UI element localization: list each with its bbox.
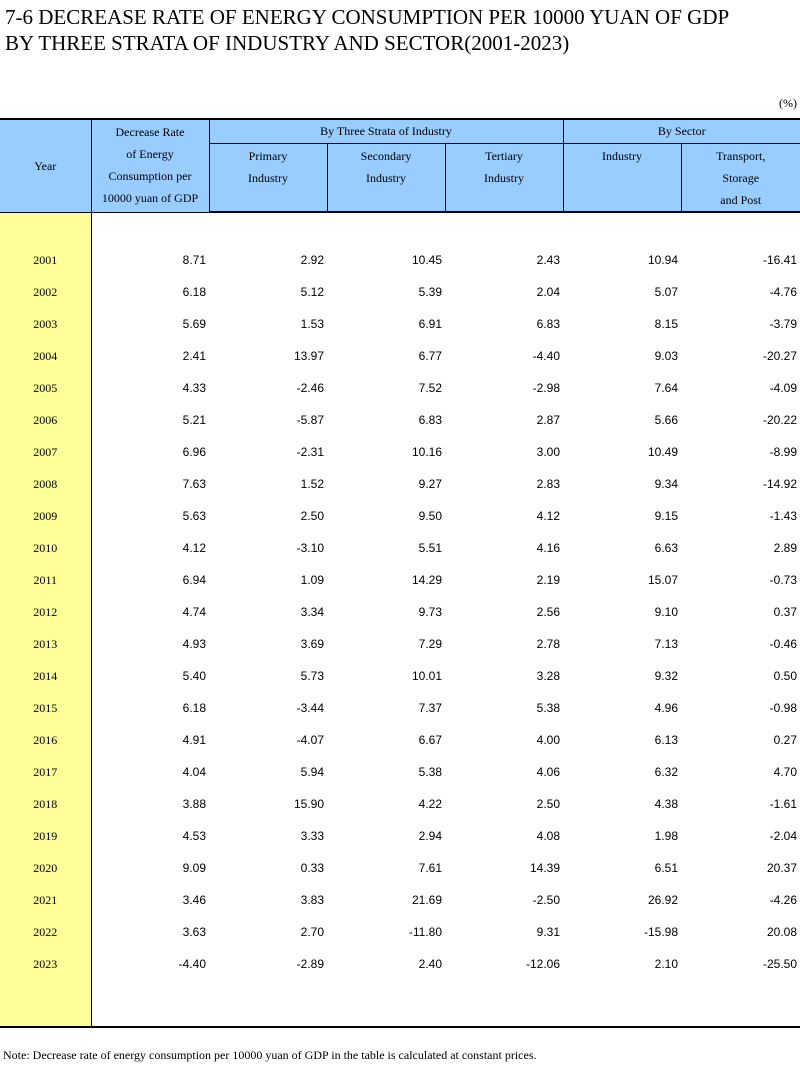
header-text: Transport, [716,149,766,163]
primary-cell: 3.83 [300,893,324,907]
header-text: Industry [484,171,524,185]
empty-cell [445,212,563,244]
table-row [0,436,800,468]
transport-cell: -16.41 [762,253,798,267]
rate-cell: 9.09 [182,861,206,875]
year-cell: 2005 [0,372,91,404]
table-row [0,308,800,340]
tertiary-cell: 5.38 [536,701,560,715]
secondary-cell: 5.39 [418,285,442,299]
empty-cell [91,980,209,1027]
primary-cell: -2.31 [296,445,324,459]
rate-cell: 4.91 [182,733,206,747]
primary-cell: -3.10 [296,541,324,555]
transport-cell: 20.08 [766,925,798,939]
header-text: Primary [248,149,288,163]
primary-cell: 5.94 [300,765,324,779]
empty-cell [445,980,563,1027]
primary-cell: 2.70 [300,925,324,939]
industry-cell: 9.03 [654,349,678,363]
year-cell [0,980,91,1027]
rate-cell: 6.96 [182,445,206,459]
primary-cell: 3.33 [300,829,324,843]
tertiary-cell: 3.28 [536,669,560,683]
rate-cell: 6.18 [182,701,206,715]
rate-cell: 5.69 [182,317,206,331]
header-text: Storage [722,171,760,185]
transport-sector-header [681,144,800,213]
secondary-cell: 10.16 [411,445,442,459]
tertiary-cell: 2.83 [536,477,560,491]
secondary-cell: 6.91 [418,317,442,331]
rate-cell: -4.40 [178,957,206,971]
primary-cell: 0.33 [300,861,324,875]
primary-cell: 2.50 [300,509,324,523]
transport-cell: -2.04 [769,829,798,843]
year-cell: 2020 [0,852,91,884]
empty-cell [327,212,445,244]
industry-cell: 15.07 [647,573,678,587]
tertiary-cell: 9.31 [536,925,560,939]
header-text: Consumption per [108,169,192,183]
industry-cell: 8.15 [654,317,678,331]
header-text: and Post [720,193,762,207]
transport-cell: -1.43 [769,509,798,523]
primary-cell: 5.12 [300,285,324,299]
table-row [0,244,800,276]
year-cell: 2018 [0,788,91,820]
primary-cell: 2.92 [300,253,324,267]
primary-cell: -5.87 [296,413,324,427]
table-row [0,468,800,500]
tertiary-cell: 6.83 [536,317,560,331]
year-cell: 2012 [0,596,91,628]
tertiary-cell: -4.40 [532,349,560,363]
tertiary-cell: 2.87 [536,413,560,427]
empty-cell [681,212,800,244]
secondary-industry-header [327,144,445,213]
empty-cell [209,980,327,1027]
transport-cell: -4.26 [769,893,798,907]
year-cell: 2004 [0,340,91,372]
rate-cell: 7.63 [182,477,206,491]
transport-cell: -4.76 [769,285,798,299]
secondary-cell: 7.29 [418,637,442,651]
industry-cell: 6.63 [654,541,678,555]
empty-cell [327,980,445,1027]
tertiary-cell: -12.06 [525,957,560,971]
secondary-cell: 6.67 [418,733,442,747]
industry-cell: 5.66 [654,413,678,427]
industry-cell: 9.10 [654,605,678,619]
rate-cell: 8.71 [182,253,206,267]
transport-cell: -3.79 [769,317,798,331]
title-line-2: BY THREE STRATA OF INDUSTRY AND SECTOR(2001-2023) [5,31,570,55]
year-cell: 2003 [0,308,91,340]
empty-cell [563,980,681,1027]
table-row [0,404,800,436]
primary-cell: 1.09 [300,573,324,587]
table-row [0,596,800,628]
tertiary-cell: 4.08 [536,829,560,843]
rate-cell: 4.04 [182,765,206,779]
industry-cell: 9.32 [654,669,678,683]
secondary-cell: 7.61 [418,861,442,875]
industry-cell: -15.98 [643,925,678,939]
primary-cell: 1.52 [300,477,324,491]
primary-cell: -2.89 [296,957,324,971]
rate-cell: 5.40 [182,669,206,683]
transport-cell: -20.27 [762,349,798,363]
industry-cell: 4.38 [654,797,678,811]
year-cell: 2009 [0,500,91,532]
year-cell: 2015 [0,692,91,724]
industry-cell: 7.64 [654,381,678,395]
secondary-cell: 14.29 [411,573,442,587]
spacer-row [0,980,800,1027]
primary-cell: -4.07 [296,733,324,747]
primary-industry-header [209,144,327,213]
secondary-cell: 4.22 [418,797,442,811]
header-text: Industry [602,149,642,163]
primary-cell: 13.97 [293,349,324,363]
table-row [0,756,800,788]
table-row [0,660,800,692]
tertiary-cell: 4.00 [536,733,560,747]
transport-cell: 0.50 [773,669,798,683]
year-cell: 2016 [0,724,91,756]
rate-cell: 4.33 [182,381,206,395]
table-body [0,212,800,1027]
table-row [0,884,800,916]
primary-cell: 3.69 [300,637,324,651]
secondary-cell: 5.38 [418,765,442,779]
tertiary-cell: -2.50 [532,893,560,907]
secondary-cell: 10.01 [411,669,442,683]
secondary-cell: 9.50 [418,509,442,523]
transport-cell: -20.22 [762,413,798,427]
primary-cell: 15.90 [293,797,324,811]
table-row [0,500,800,532]
transport-cell: 0.37 [773,605,798,619]
empty-cell [209,212,327,244]
transport-cell: -4.09 [769,381,798,395]
table-row [0,692,800,724]
unit-label: (%) [779,96,797,110]
rate-cell: 4.12 [182,541,206,555]
industry-cell: 7.13 [654,637,678,651]
secondary-cell: -11.80 [408,925,442,939]
transport-cell: 0.27 [773,733,798,747]
year-cell: 2023 [0,948,91,980]
tertiary-industry-header [445,144,563,213]
industry-cell: 5.07 [654,285,678,299]
sector-group-header: By Sector [563,119,800,144]
primary-cell: -3.44 [296,701,324,715]
secondary-cell: 5.51 [418,541,442,555]
header-text: Industry [366,171,406,185]
industry-cell: 2.10 [654,957,678,971]
secondary-cell: 6.83 [418,413,442,427]
header-text: Secondary [360,149,412,163]
year-cell: 2011 [0,564,91,596]
table-row [0,276,800,308]
transport-cell: -8.99 [769,445,798,459]
secondary-cell: 2.94 [418,829,442,843]
secondary-cell: 21.69 [411,893,442,907]
table-row [0,948,800,980]
empty-cell [563,212,681,244]
page-title [5,4,729,56]
strata-group-header: By Three Strata of Industry [209,119,563,144]
secondary-cell: 10.45 [411,253,442,267]
empty-cell [91,212,209,244]
secondary-cell: 2.40 [418,957,442,971]
transport-cell: -25.50 [762,957,798,971]
rate-cell: 5.63 [182,509,206,523]
secondary-cell: 9.73 [418,605,442,619]
year-cell: 2008 [0,468,91,500]
header-text: Decrease Rate [115,125,185,139]
rate-cell: 4.53 [182,829,206,843]
industry-cell: 10.49 [647,445,678,459]
table-row [0,628,800,660]
tertiary-cell: 14.39 [529,861,560,875]
tertiary-cell: 4.12 [536,509,560,523]
industry-cell: 6.13 [654,733,678,747]
industry-cell: 9.15 [654,509,678,523]
data-table [0,118,800,1028]
primary-cell: -2.46 [296,381,324,395]
year-cell: 2001 [0,244,91,276]
table-row [0,564,800,596]
secondary-cell: 9.27 [418,477,442,491]
year-cell: 2022 [0,916,91,948]
year-cell: 2006 [0,404,91,436]
tertiary-cell: 2.78 [536,637,560,651]
industry-cell: 26.92 [647,893,678,907]
industry-cell: 10.94 [647,253,678,267]
year-cell: 2014 [0,660,91,692]
tertiary-cell: 2.19 [536,573,560,587]
secondary-cell: 7.52 [418,381,442,395]
tertiary-cell: -2.98 [532,381,560,395]
tertiary-cell: 2.50 [536,797,560,811]
header-text: Tertiary [485,149,523,163]
industry-cell: 1.98 [654,829,678,843]
tertiary-cell: 3.00 [536,445,560,459]
spacer-row [0,212,800,244]
year-cell: 2010 [0,532,91,564]
table-row [0,820,800,852]
primary-cell: 1.53 [300,317,324,331]
table-row [0,916,800,948]
transport-cell: 4.70 [773,765,798,779]
transport-cell: -0.46 [769,637,798,651]
title-line-1: 7-6 DECREASE RATE OF ENERGY CONSUMPTION PER 10000 YUAN OF GDP [5,5,730,29]
rate-column-header [91,119,209,212]
header-text: 10000 yuan of GDP [101,191,199,205]
rate-cell: 4.93 [182,637,206,651]
tertiary-cell: 2.04 [536,285,560,299]
footnote: Note: Decrease rate of energy consumption per 10000 yuan of GDP in the table is calculated at constant prices. [3,1048,537,1062]
transport-cell: -0.98 [769,701,798,715]
tertiary-cell: 2.56 [536,605,560,619]
year-cell: 2017 [0,756,91,788]
industry-cell: 9.34 [654,477,678,491]
rate-cell: 6.94 [182,573,206,587]
primary-cell: 5.73 [300,669,324,683]
tertiary-cell: 4.16 [536,541,560,555]
year-cell: 2013 [0,628,91,660]
transport-cell: 2.89 [773,541,798,555]
year-cell: 2007 [0,436,91,468]
header-text: Industry [248,171,288,185]
year-cell: 2002 [0,276,91,308]
year-cell: 2019 [0,820,91,852]
table-row [0,724,800,756]
table-row [0,372,800,404]
rate-cell: 5.21 [182,413,206,427]
tertiary-cell: 4.06 [536,765,560,779]
tertiary-cell: 2.43 [536,253,560,267]
rate-cell: 6.18 [182,285,206,299]
year-cell: 2021 [0,884,91,916]
secondary-cell: 7.37 [418,701,442,715]
header-text: of Energy [126,147,174,161]
secondary-cell: 6.77 [418,349,442,363]
table-row [0,788,800,820]
year-column-header: Year [0,119,91,212]
industry-sector-header [563,144,681,213]
transport-cell: -1.61 [769,797,798,811]
industry-cell: 6.32 [654,765,678,779]
industry-cell: 4.96 [654,701,678,715]
table-row [0,532,800,564]
table-row [0,852,800,884]
rate-cell: 3.88 [182,797,206,811]
rate-cell: 4.74 [182,605,206,619]
transport-cell: 20.37 [766,861,798,875]
year-cell [0,212,91,244]
transport-cell: -14.92 [762,477,798,491]
primary-cell: 3.34 [300,605,324,619]
table-row [0,340,800,372]
rate-cell: 3.63 [182,925,206,939]
rate-cell: 3.46 [182,893,206,907]
industry-cell: 6.51 [654,861,678,875]
rate-cell: 2.41 [182,349,206,363]
empty-cell [681,980,800,1027]
transport-cell: -0.73 [769,573,798,587]
